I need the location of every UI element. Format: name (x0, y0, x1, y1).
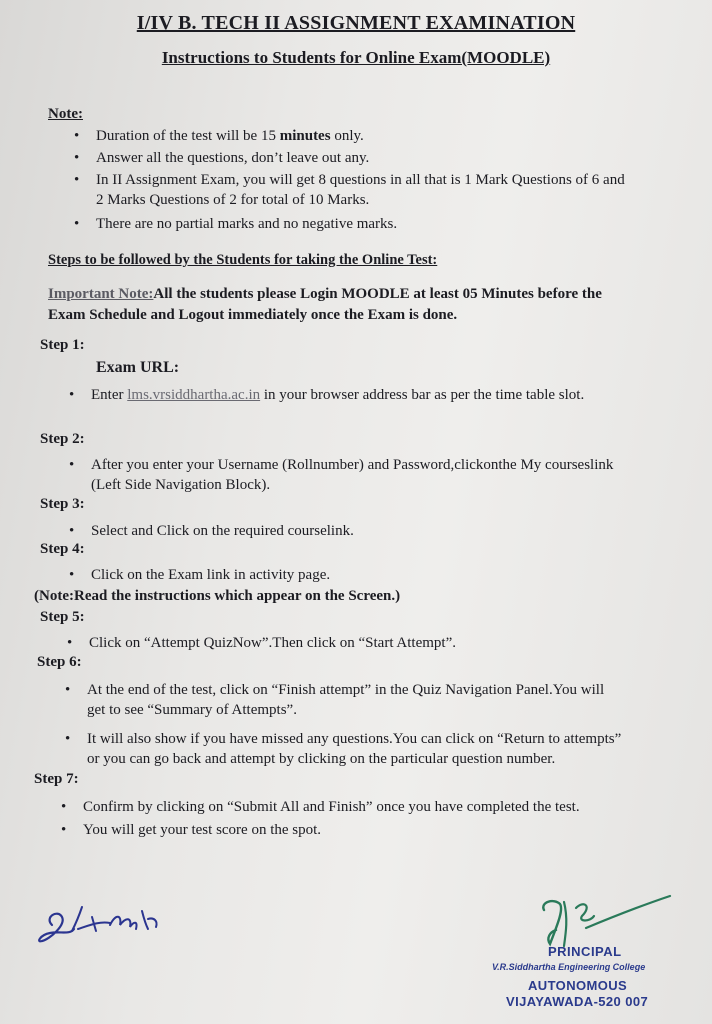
document-subtitle: Instructions to Students for Online Exam(MOODLE) (161, 48, 551, 67)
step-4-label: Step 4: (40, 541, 85, 557)
screen-instructions-note: (Note:Read the instructions which appear on the Screen.) (34, 588, 401, 604)
bullet-icon: • (61, 799, 67, 815)
bullet-icon: • (65, 682, 71, 698)
note-item-marks: • There are no partial marks and no negative marks. (74, 216, 398, 232)
bullet-icon: • (74, 128, 80, 144)
note-heading: Note: (48, 106, 83, 122)
step-1-label: Step 1: (40, 337, 85, 353)
note-item-question-count: • In II Assignment Exam, you will get 8 questions in all that is 1 Mark Questions of 6 and 2 Marks Questions of 2 for total of 10 Marks. (74, 172, 625, 208)
bullet-icon: • (69, 457, 75, 473)
bullet-icon: • (67, 635, 73, 651)
bullet-icon: • (69, 523, 75, 539)
left-signature (30, 895, 180, 965)
note-item-duration: • Duration of the test will be 15 minutes only. (74, 128, 364, 144)
stamp-city: VIJAYAWADA-520 007 (506, 994, 649, 1009)
step-3-label: Step 3: (40, 496, 85, 512)
step-2-label: Step 2: (40, 431, 85, 447)
bullet-icon: • (61, 822, 67, 838)
stamp-autonomous: AUTONOMOUS (528, 978, 628, 993)
document-title: I/IV B. TECH II ASSIGNMENT EXAMINATION (136, 12, 576, 34)
stamp-title: PRINCIPAL (548, 944, 622, 959)
steps-heading: Steps to be followed by the Students for taking the Online Test: (48, 252, 438, 268)
bullet-icon: • (65, 731, 71, 747)
exam-url-label: Exam URL: (96, 359, 180, 376)
step-5-label: Step 5: (40, 609, 85, 625)
important-note: Important Note:All the students please Login MOODLE at least 05 Minutes before the Exam Schedule and Logout immediately once the Exam is done. (48, 286, 602, 323)
note-item-answer-all: • Answer all the questions, don’t leave out any. (74, 150, 370, 166)
step-6-item-missed: • It will also show if you have missed any questions.You can click on “Return to attempts” or you can go back and attempt by clicking on the particular question number. (65, 731, 622, 767)
step-6-item-finish: • At the end of the test, click on “Finish attempt” in the Quiz Navigation Panel.You will get to see “Summary of Attempts”. (65, 682, 605, 718)
bullet-icon: • (74, 216, 80, 232)
step-2-item: • After you enter your Username (Rollnumber) and Password,clickonthe My courseslink (Left Side Navigation Block). (69, 457, 614, 493)
exam-url-link[interactable]: lms.vrsiddhartha.ac.in (127, 387, 261, 403)
step-7-item-submit: • Confirm by clicking on “Submit All and Finish” once you have completed the test. (61, 799, 580, 815)
step-1-item: • Enter lms.vrsiddhartha.ac.in in your browser address bar as per the time table slot. (69, 387, 585, 403)
step-3-item: • Select and Click on the required courselink. (69, 523, 354, 539)
bullet-icon: • (74, 172, 80, 188)
step-4-item: • Click on the Exam link in activity page. (69, 567, 331, 583)
important-note-label: Important Note: (48, 286, 154, 302)
step-5-item: • Click on “Attempt QuizNow”.Then click on “Start Attempt”. (67, 635, 456, 651)
step-6-label: Step 6: (37, 654, 82, 670)
bullet-icon: • (69, 387, 75, 403)
bullet-icon: • (74, 150, 80, 166)
step-7-item-score: • You will get your test score on the spot. (61, 822, 322, 838)
stamp-college: V.R.Siddhartha Engineering College (492, 962, 646, 972)
step-7-label: Step 7: (34, 771, 79, 787)
bullet-icon: • (69, 567, 75, 583)
